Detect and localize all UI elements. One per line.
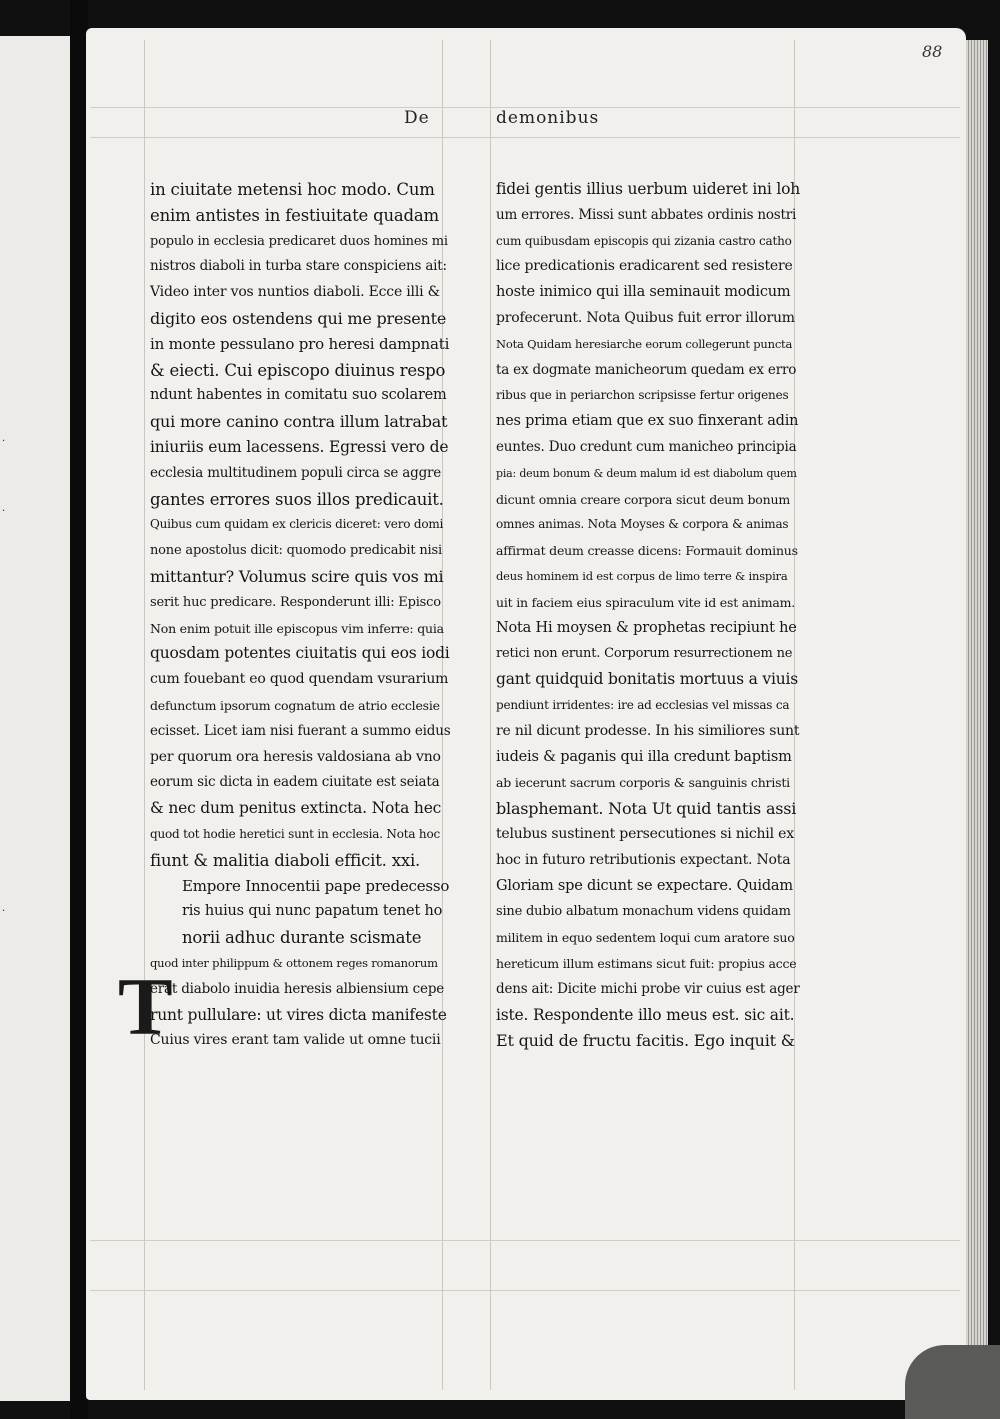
text-line: affirmat deum creasse dicens: Formauit dominus [496, 543, 798, 559]
text-line: deus hominem id est corpus de limo terre & inspira [496, 568, 788, 583]
text-line: mittantur? Volumus scire quis vos mi [150, 566, 444, 586]
text-line: telubus sustinent persecutiones si nichil ex [496, 825, 794, 842]
text-line: gantes errores suos illos predicauit. [150, 489, 444, 509]
ruling-line [90, 1240, 960, 1241]
text-line: hereticum illum estimans sicut fuit: propius acce [496, 955, 797, 971]
text-line: qui more canino contra illum latrabat [150, 412, 448, 432]
text-line: digito eos ostendens qui me presente [150, 308, 447, 328]
text-line: quosdam potentes ciuitatis qui eos iodi [150, 644, 450, 663]
facing-page-ink-mark: · [2, 436, 6, 447]
text-line: ecisset. Licet iam nisi fuerant a summo eidus [150, 722, 451, 739]
text-line: cum quibusdam episcopis qui zizania castro catho [496, 233, 792, 248]
text-line: Gloriam spe dicunt se expectare. Quidam [496, 877, 793, 894]
text-line: Video inter vos nuntios diaboli. Ecce illi & [150, 284, 440, 301]
text-line: Et quid de fructu facitis. Ego inquit & [496, 1031, 795, 1051]
text-line: euntes. Duo credunt cum manicheo principia [496, 438, 797, 455]
text-line: pendiunt irridentes: ire ad ecclesias vel missas ca [496, 697, 790, 712]
text-line: profecerunt. Nota Quibus fuit error illorum [496, 309, 795, 326]
text-line: fiunt & malitia diaboli efficit. xxi. [150, 850, 421, 870]
text-line: re nil dicunt prodesse. In his similiores sunt [496, 722, 800, 739]
text-line: defunctum ipsorum cognatum de atrio ecclesie [150, 697, 440, 713]
facing-page-ink-mark: · [2, 906, 6, 917]
decorated-initial: T [118, 961, 173, 1052]
text-line: norii adhuc durante scismate [182, 928, 422, 948]
text-line: dens ait: Dicite michi probe vir cuius est ager [496, 980, 800, 997]
text-line: uit in faciem eius spiraculum vite id est animam. [496, 594, 796, 610]
ruling-line [90, 1290, 960, 1291]
folio-number: 88 [922, 42, 943, 61]
text-line: dicunt omnia creare corpora sicut deum bonum [496, 491, 790, 507]
ruling-line [490, 40, 491, 1390]
text-line: eorum sic dicta in eadem ciuitate est seiata [150, 774, 440, 791]
text-line: per quorum ora heresis valdosiana ab vno [150, 748, 441, 765]
text-line: ta ex dogmate manicheorum quedam ex erro [496, 361, 797, 378]
text-line: enim antistes in festiuitate quadam [150, 205, 439, 225]
text-line: ab iecerunt sacrum corporis & sanguinis christi [496, 775, 790, 791]
text-line: iniuriis eum lacessens. Egressi vero de [150, 437, 449, 456]
text-line: Empore Innocentii pape predecesso [182, 876, 450, 895]
text-column-right [496, 177, 800, 1054]
text-line: militem in equo sedentem loqui cum aratore suo [496, 930, 795, 946]
text-line: gant quidquid bonitatis mortuus a viuis [496, 670, 799, 689]
text-line: & eiecti. Cui episcopo diuinus respo [150, 360, 446, 380]
text-line: quod inter philippum & ottonem reges romanorum [150, 955, 438, 970]
text-line: iudeis & paganis qui illa credunt baptism [496, 748, 792, 765]
text-line: runt pullulare: ut vires dicta manifeste [150, 1005, 447, 1024]
text-line: cum fouebant eo quod quendam vsurarium [150, 671, 449, 688]
text-line: lice predicationis eradicarent sed resistere [496, 258, 793, 275]
text-line: nistros diaboli in turba stare conspiciens ait: [150, 258, 447, 275]
text-line: iste. Respondente illo meus est. sic ait. [496, 1005, 795, 1024]
text-line: ecclesia multitudinem populi circa se aggre [150, 464, 442, 481]
text-line: ris huius qui nunc papatum tenet ho [182, 903, 443, 920]
text-line: none apostolus dicit: quomodo predicabit nisi [150, 543, 442, 559]
page-edges [966, 40, 988, 1385]
text-line: ndunt habentes in comitatu suo scolarem [150, 387, 447, 404]
ruling-line [144, 40, 145, 1390]
text-line: pia: deum bonum & deum malum id est diabolum quem [496, 466, 797, 480]
text-line: hoste inimico qui illa seminauit modicum [496, 284, 791, 301]
text-line: fidei gentis illius uerbum uideret ini loh [496, 180, 801, 198]
text-line: in monte pessulano pro heresi dampnati [150, 334, 450, 353]
text-line: Nota Hi moysen & prophetas recipiunt he [496, 619, 797, 636]
text-line: retici non erunt. Corporum resurrectionem ne [496, 646, 793, 662]
text-line: erat diabolo inuidia heresis albiensium cepe [150, 980, 445, 997]
text-line: blasphemant. Nota Ut quid tantis assi [496, 799, 797, 819]
text-line: populo in ecclesia predicaret duos homines mi [150, 233, 448, 249]
ruling-line [90, 137, 960, 138]
text-line: um errores. Missi sunt abbates ordinis nostri [496, 206, 797, 223]
text-line: Cuius vires erant tam valide ut omne tucii [150, 1032, 441, 1049]
text-line: ribus que in periarchon scripsisse fertur origenes [496, 388, 789, 403]
running-header-right: demonibus [496, 108, 600, 128]
text-line: Nota Quidam heresiarche eorum collegerunt puncta [496, 336, 793, 351]
text-line: sine dubio albatum monachum videns quidam [496, 904, 791, 920]
text-line: in ciuitate metensi hoc modo. Cum [150, 180, 435, 199]
text-line: Non enim potuit ille episcopus vim inferre: quia [150, 620, 444, 636]
facing-page-ink-mark: · [2, 506, 6, 517]
text-line: nes prima etiam que ex suo finxerant adin [496, 413, 799, 430]
text-line: quod tot hodie heretici sunt in ecclesia. Nota hoc [150, 826, 440, 841]
text-line: & nec dum penitus extincta. Nota hec [150, 799, 442, 818]
text-line: Quibus cum quidam ex clericis diceret: vero domi [150, 517, 444, 532]
text-line: serit huc predicare. Responderunt illi: Episco [150, 594, 441, 610]
text-column-left [150, 177, 450, 1054]
running-header-left: De [404, 108, 430, 128]
thumb [905, 1345, 1000, 1419]
text-line: omnes animas. Nota Moyses & corpora & animas [496, 517, 789, 532]
text-line: hoc in futuro retributionis expectant. Nota [496, 851, 791, 868]
facing-page-edge [0, 36, 72, 1401]
